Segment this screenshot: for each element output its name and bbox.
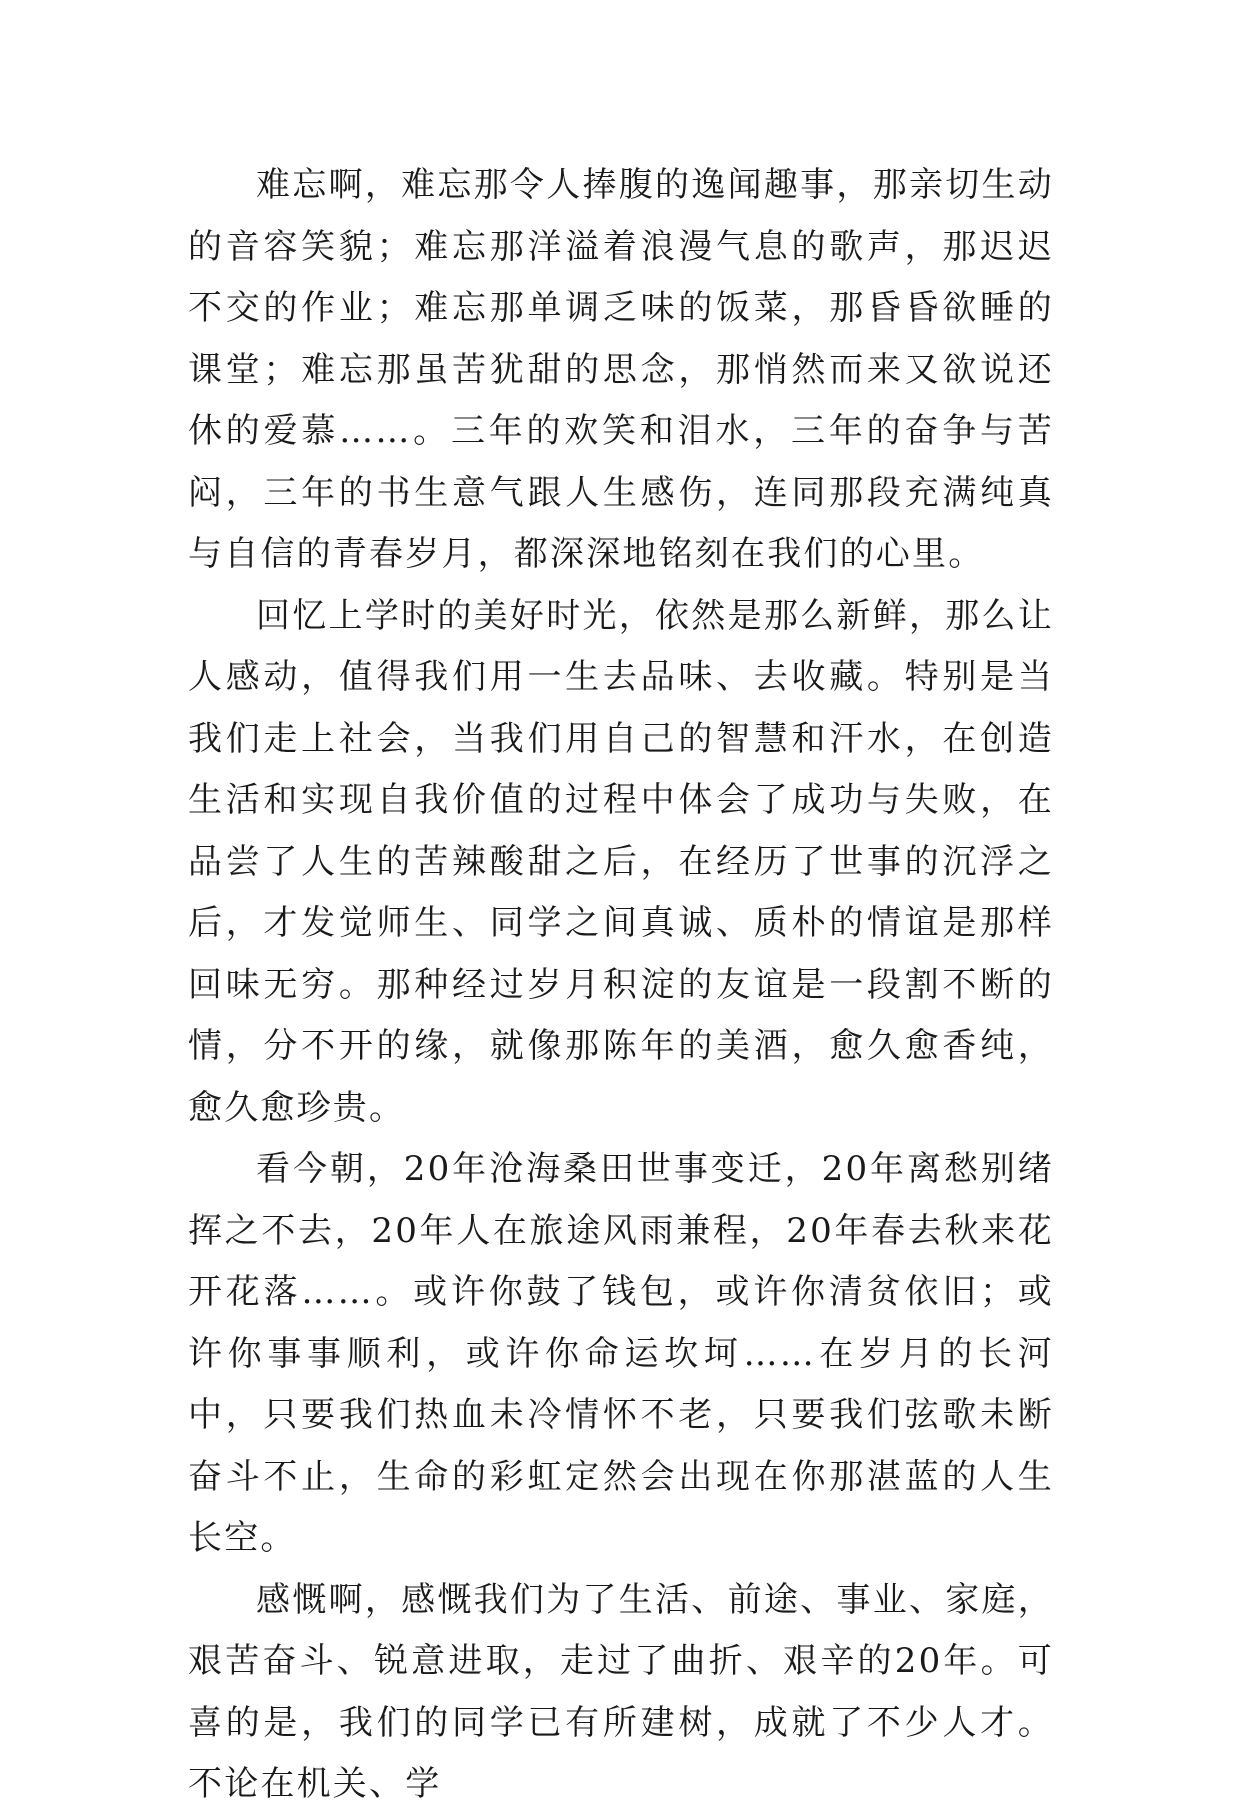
paragraph-3: 看今朝，20年沧海桑田世事变迁，20年离愁别绪挥之不去，20年人在旅途风雨兼程，20年春去秋来花开花落……。或许你鼓了钱包，或许你清贫依旧；或许你事事顺利，或许你命运坎坷……在岁月的长河中，只要我们热血未冷情怀不老，只要我们弦歌未断奋斗不止，生命的彩虹定然会出现在你那湛蓝的人生长空。	[188, 1149, 1054, 1558]
paragraph-2: 回忆上学时的美好时光，依然是那么新鲜，那么让人感动，值得我们用一生去品味、去收藏。特别是当我们走上社会，当我们用自己的智慧和汗水，在创造生活和实现自我价值的过程中体会了成功与失败，在品尝了人生的苦辣酸甜之后，在经历了世事的沉浮之后，才发觉师生、同学之间真诚、质朴的情谊是那样回味无穷。那种经过岁月积淀的友谊是一段割不断的情，分不开的缘，就像那陈年的美酒，愈久愈香纯，愈久愈珍贵。	[188, 595, 1054, 1128]
document-body	[188, 155, 1054, 1816]
paragraph-1: 难忘啊，难忘那令人捧腹的逸闻趣事，那亲切生动的音容笑貌；难忘那洋溢着浪漫气息的歌声，那迟迟不交的作业；难忘那单调乏味的饭菜，那昏昏欲睡的课堂；难忘那虽苦犹甜的思念，那悄然而来又欲说还休的爱慕……。三年的欢笑和泪水，三年的奋争与苦闷，三年的书生意气跟人生感伤，连同那段充满纯真与自信的青春岁月，都深深地铭刻在我们的心里。	[188, 165, 1054, 574]
paragraph-4: 感慨啊，感慨我们为了生活、前途、事业、家庭，艰苦奋斗、锐意进取，走过了曲折、艰辛的20年。可喜的是，我们的同学已有所建树，成就了不少人才。不论在机关、学	[188, 1579, 1054, 1804]
